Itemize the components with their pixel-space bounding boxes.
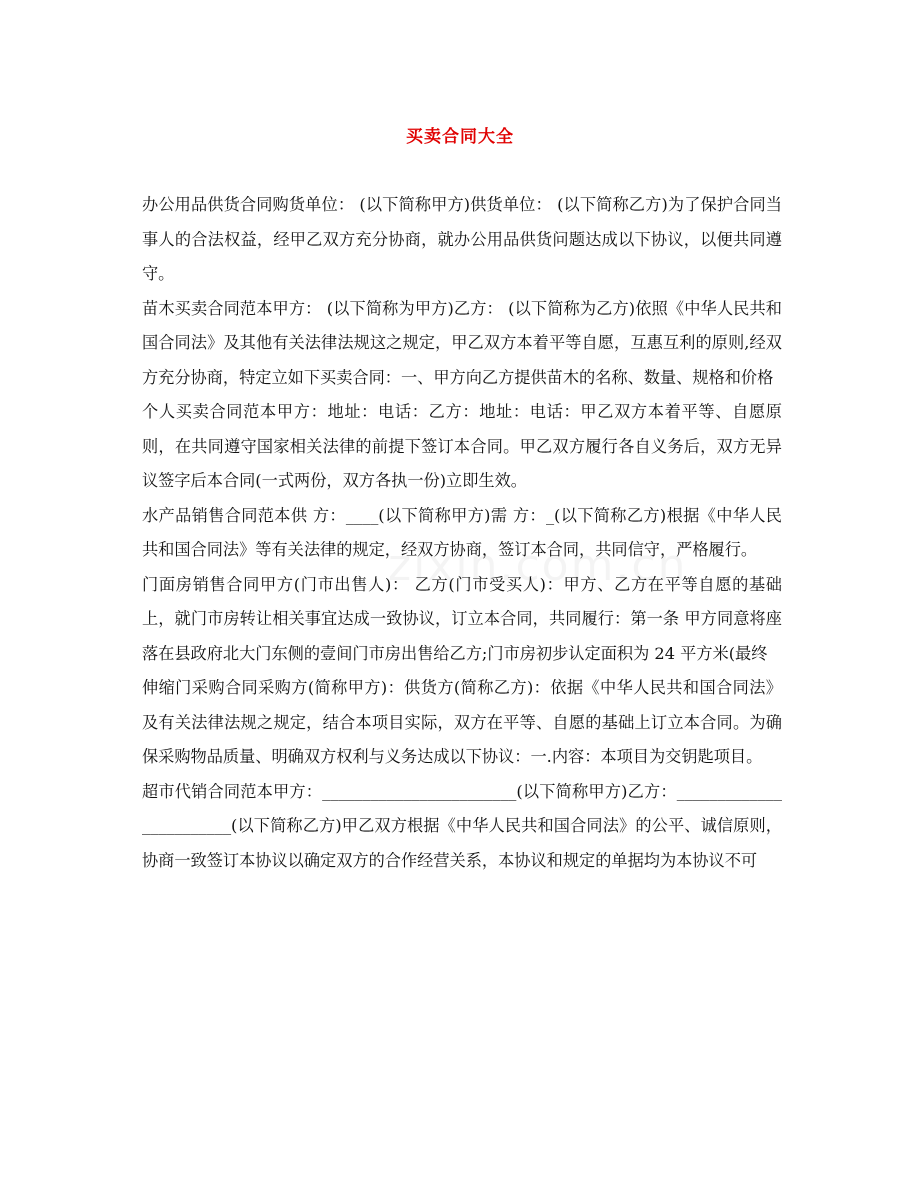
paragraph-aquatic-products: 水产品销售合同范本供 方：____(以下简称甲方)需 方：_(以下简称乙方)根据《中华人民共和国合同法》等有关法律的规定，经双方协商，签订本合同，共同信守，严格履行。 [142,505,782,559]
paragraph-storefront-sale: 门面房销售合同甲方(门市出售人)： 乙方(门市受买人)：甲方、乙方在平等自愿的基础上，就门市房转让相关事宜达成一致协议，订立本合同，共同履行：第一条 甲方同意将座落在县政府北大门东侧的壹间门市房出售给乙方;门市房初步认定面积为 24 平方米(最终 [142,574,782,663]
paragraph-supermarket-consignment: 超市代销合同范本甲方：________________________(以下简称甲方)乙方：________________________(以下简称乙方)甲乙双方根据《中华人民共和国合同法》的公平、诚信原则，协商一致签订本协议以确定双方的合作经营关系，本协议和规定的单据均为本协议不可 [142,781,782,870]
paragraph-office-supplies: 办公用品供货合同购货单位： (以下简称甲方)供货单位： (以下简称乙方)为了保护合同当事人的合法权益，经甲乙双方充分协商，就办公用品供货问题达成以下协议，以便共同遵守。 [142,195,782,283]
paragraph-retractable-door: 伸缩门采购合同采购方(简称甲方)：供货方(简称乙方)：依据《中华人民共和国合同法》及有关法律法规之规定，结合本项目实际，双方在平等、自愿的基础上订立本合同。为确保采购物品质量、明确双方权利与义务达成以下协议：一.内容：本项目为交钥匙项目。 [142,678,782,766]
paragraph-seedlings: 苗木买卖合同范本甲方： (以下简称为甲方)乙方： (以下简称为乙方)依照《中华人民共和国合同法》及其他有关法律法规这之规定，甲乙双方本着平等自愿，互惠互利的原则,经双方充分协商，特定立如下买卖合同：一、甲方向乙方提供苗木的名称、数量、规格和价格 [142,298,782,387]
paragraph-personal-sale: 个人买卖合同范本甲方：地址：电话：乙方：地址：电话：甲乙双方本着平等、自愿原则，在共同遵守国家相关法律的前提下签订本合同。甲乙双方履行各自义务后，双方无异议签字后本合同(一式两份，双方各执一份)立即生效。 [142,402,782,490]
document-title: 买卖合同大全 [406,127,514,147]
document-body [142,188,782,878]
